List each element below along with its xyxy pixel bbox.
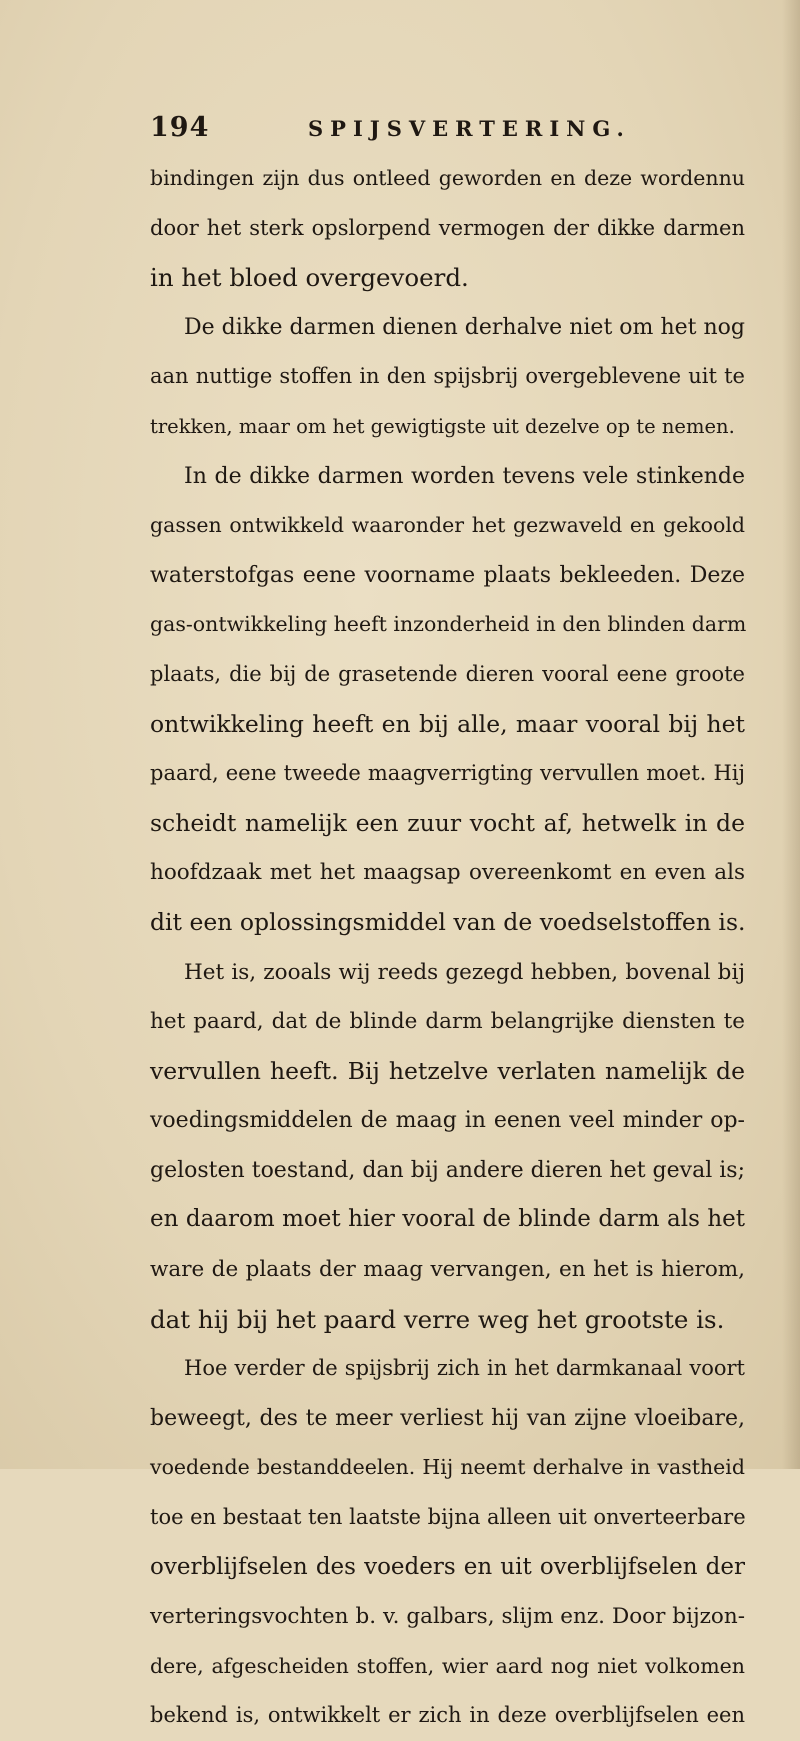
- text-line: dat hij bij het paard verre weg het grootste is.: [150, 1304, 725, 1334]
- text-line: aan nuttige stoffen in den spijsbrij overgeblevene uit te: [150, 364, 745, 389]
- text-line: waterstofgas eene voorname plaats bekleeden. Deze: [150, 562, 745, 588]
- running-title: SPIJSVERTERING.: [308, 116, 631, 141]
- page-number: 194: [150, 112, 210, 143]
- body-text: [150, 154, 745, 1741]
- text-line: Het is, zooals wij reeds gezegd hebben, bovenal bij: [184, 959, 745, 985]
- text-line: gassen ontwikkeld waaronder het gezwaveld en gekoold: [150, 513, 745, 538]
- text-line: door het sterk opslorpend vermogen der dikke darmen: [150, 215, 745, 240]
- text-line: In de dikke darmen worden tevens vele stinkende: [184, 463, 745, 489]
- text-line: verteringsvochten b. v. galbars, slijm enz. Door bijzon-: [150, 1604, 745, 1630]
- text-line: plaats, die bij de grasetende dieren vooral eene groote: [150, 661, 745, 686]
- text-line: overblijfselen des voeders en uit overblijfselen der: [150, 1553, 745, 1580]
- text-line: in het bloed overgevoerd.: [150, 263, 469, 293]
- text-line: toe en bestaat ten laatste bijna alleen uit onverteerbare: [150, 1505, 746, 1530]
- text-line: paard, eene tweede maagverrigting vervullen moet. Hij: [150, 761, 745, 786]
- text-line: gas-ontwikkeling heeft inzonderheid in den blinden darm: [150, 612, 747, 637]
- text-line: trekken, maar om het gewigtigste uit dezelve op te nemen.: [150, 414, 735, 438]
- running-head: [150, 112, 730, 152]
- text-line: hoofdzaak met het maagsap overeenkomt en even als: [150, 860, 745, 886]
- text-line: scheidt namelijk een zuur vocht af, hetwelk in de: [150, 808, 745, 837]
- text-line: bindingen zijn dus ontleed geworden en deze wordennu: [150, 166, 745, 190]
- text-line: en daarom moet hier vooral de blinde darm als het: [150, 1206, 745, 1233]
- text-line: ontwikkeling heeft en bij alle, maar vooral bij het: [150, 709, 745, 738]
- text-line: gelosten toestand, dan bij andere dieren het geval is;: [150, 1157, 745, 1183]
- page-edge-shadow: [782, 0, 800, 1469]
- text-line: vervullen heeft. Bij hetzelve verlaten namelijk de: [150, 1056, 745, 1085]
- text-line: het paard, dat de blinde darm belangrijke diensten te: [150, 1009, 745, 1035]
- text-line: dit een oplossingsmiddel van de voedselstoffen is.: [150, 907, 746, 936]
- text-line: voedingsmiddelen de maag in eenen veel minder op-: [150, 1108, 745, 1134]
- text-line: dere, afgescheiden stoffen, wier aard nog niet volkomen: [150, 1653, 745, 1678]
- text-line: beweegt, des te meer verliest hij van zijne vloeibare,: [150, 1405, 745, 1431]
- text-line: Hoe verder de spijsbrij zich in het darmkanaal voort: [184, 1356, 745, 1381]
- text-line: voedende bestanddeelen. Hij neemt derhalve in vastheid: [150, 1455, 745, 1480]
- text-line: De dikke darmen dienen derhalve niet om het nog: [184, 314, 745, 340]
- text-line: ware de plaats der maag vervangen, en het is hierom,: [150, 1257, 745, 1283]
- text-line: bekend is, ontwikkelt er zich in deze overblijfselen een: [150, 1703, 745, 1728]
